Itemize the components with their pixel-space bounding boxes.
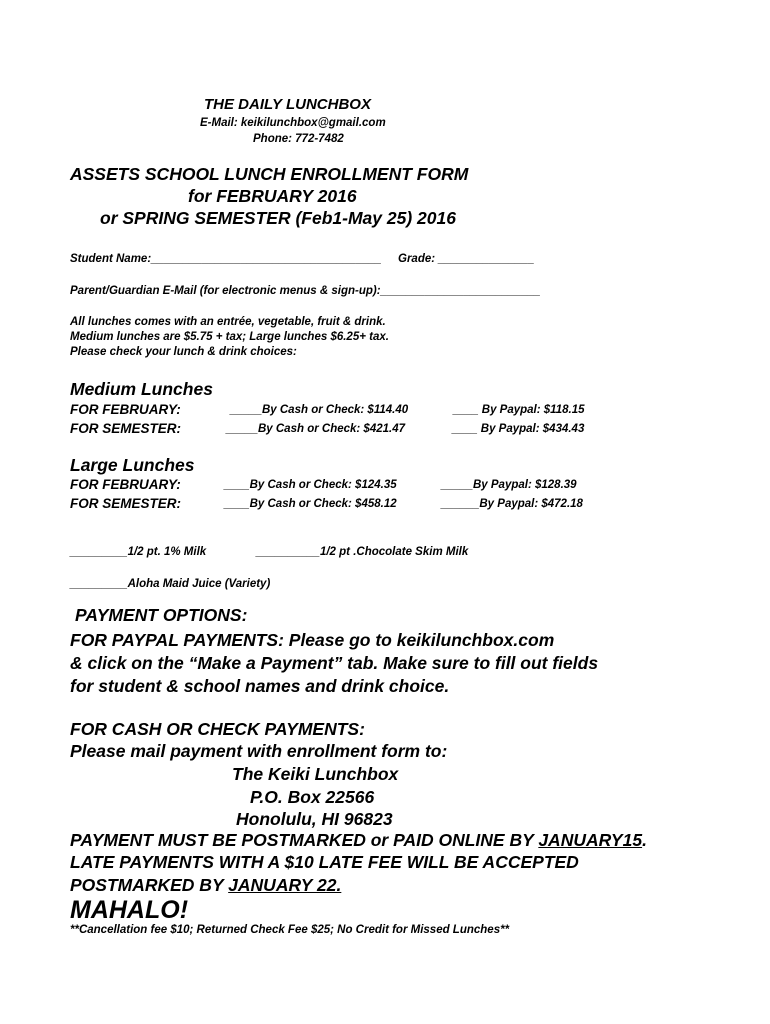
mahalo: MAHALO! xyxy=(70,896,189,924)
milk-label: 1/2 pt. 1% Milk xyxy=(127,546,207,558)
student-name-label: Student Name: xyxy=(70,253,152,265)
juice-option[interactable]: _________Aloha Maid Juice (Variety) xyxy=(70,578,271,590)
medium-lunches-heading: Medium Lunches xyxy=(70,379,213,399)
parent-email-blank: _________________________ xyxy=(380,285,541,297)
medium-feb-label: FOR FEBRUARY: xyxy=(70,402,181,417)
medium-feb-cash-label: By Cash or Check: $114.40 xyxy=(261,404,409,416)
deadline-line xyxy=(70,830,647,851)
form-title-line2: for FEBRUARY 2016 xyxy=(188,186,357,206)
medium-sem-cash-label: By Cash or Check: $421.47 xyxy=(257,423,406,435)
deadline-end: . xyxy=(642,830,647,850)
late-line1: LATE PAYMENTS WITH A $10 LATE FEE WILL BE ACCEPTED xyxy=(70,852,579,872)
late-line2 xyxy=(70,875,341,896)
payment-options-heading: PAYMENT OPTIONS: xyxy=(75,605,248,625)
cash-heading: FOR CASH OR CHECK PAYMENTS: xyxy=(70,719,365,739)
parent-email-label: Parent/Guardian E-Mail (for electronic menus & sign-up): xyxy=(70,285,381,297)
large-feb-paypal-option[interactable]: _____By Paypal: $128.39 xyxy=(441,479,577,491)
cash-line: Please mail payment with enrollment form to: xyxy=(70,741,448,761)
paypal-line3: for student & school names and drink choice. xyxy=(70,676,450,696)
milk-option[interactable]: _________1/2 pt. 1% Milk xyxy=(70,546,207,558)
late-text: POSTMARKED BY xyxy=(70,875,229,895)
large-sem-paypal-label: By Paypal: $472.18 xyxy=(479,498,583,510)
student-name-blank: ____________________________________ xyxy=(151,253,382,265)
footnote: **Cancellation fee $10; Returned Check Fee $25; No Credit for Missed Lunches** xyxy=(70,924,510,936)
info-line1: All lunches comes with an entrée, vegetable, fruit & drink. xyxy=(70,316,386,328)
large-feb-cash-label: By Cash or Check: $124.35 xyxy=(249,479,397,491)
form-title-line1: ASSETS SCHOOL LUNCH ENROLLMENT FORM xyxy=(70,164,469,184)
paypal-lead: FOR PAYPAL PAYMENTS: xyxy=(70,630,284,650)
medium-feb-paypal-label: By Paypal: $118.15 xyxy=(481,404,585,416)
juice-label: Aloha Maid Juice (Variety) xyxy=(127,578,271,590)
deadline-date: JANUARY15 xyxy=(538,830,643,850)
medium-sem-cash-option[interactable]: _____By Cash or Check: $421.47 xyxy=(226,423,406,435)
large-sem-cash-label: By Cash or Check: $458.12 xyxy=(249,498,397,510)
form-title-line3: or SPRING SEMESTER (Feb1-May 25) 2016 xyxy=(100,208,456,228)
grade-label: Grade: xyxy=(398,253,436,265)
email-line: E-Mail: keikilunchbox@gmail.com xyxy=(200,117,386,129)
choc-milk-label: 1/2 pt .Chocolate Skim Milk xyxy=(319,546,469,558)
large-lunches-heading: Large Lunches xyxy=(70,455,195,475)
large-sem-label: FOR SEMESTER: xyxy=(70,496,182,511)
paypal-line1 xyxy=(70,630,554,651)
large-feb-paypal-label: By Paypal: $128.39 xyxy=(472,479,577,491)
large-sem-cash-option[interactable]: ____By Cash or Check: $458.12 xyxy=(224,498,397,510)
grade-field[interactable] xyxy=(398,253,534,265)
business-name: THE DAILY LUNCHBOX xyxy=(204,96,371,113)
paypal-rest: Please go to keikilunchbox.com xyxy=(283,630,555,650)
medium-feb-paypal-option[interactable]: ____ By Paypal: $118.15 xyxy=(453,404,585,416)
address-box: P.O. Box 22566 xyxy=(250,787,375,807)
deadline-text: PAYMENT MUST BE POSTMARKED or PAID ONLINE BY xyxy=(70,830,539,850)
info-line3: Please check your lunch & drink choices: xyxy=(70,346,297,358)
choc-milk-option[interactable]: __________1/2 pt .Chocolate Skim Milk xyxy=(256,546,469,558)
large-feb-cash-option[interactable]: ____By Cash or Check: $124.35 xyxy=(224,479,397,491)
medium-sem-label: FOR SEMESTER: xyxy=(70,421,182,436)
medium-feb-cash-option[interactable]: _____By Cash or Check: $114.40 xyxy=(230,404,409,416)
parent-email-field[interactable] xyxy=(70,285,540,297)
medium-sem-paypal-option[interactable]: ____ By Paypal: $434.43 xyxy=(452,423,585,435)
info-line2: Medium lunches are $5.75 + tax; Large lunches $6.25+ tax. xyxy=(70,331,389,343)
address-name: The Keiki Lunchbox xyxy=(232,764,399,784)
address-city: Honolulu, HI 96823 xyxy=(236,809,393,829)
paypal-line2: & click on the “Make a Payment” tab. Make sure to fill out fields xyxy=(70,653,599,673)
grade-blank: _______________ xyxy=(438,253,535,265)
medium-sem-paypal-label: By Paypal: $434.43 xyxy=(480,423,585,435)
large-feb-label: FOR FEBRUARY: xyxy=(70,477,181,492)
late-date: JANUARY 22. xyxy=(228,875,342,895)
large-sem-paypal-option[interactable]: ______By Paypal: $472.18 xyxy=(441,498,583,510)
phone-line: Phone: 772-7482 xyxy=(253,133,344,145)
student-name-field[interactable] xyxy=(70,253,381,265)
